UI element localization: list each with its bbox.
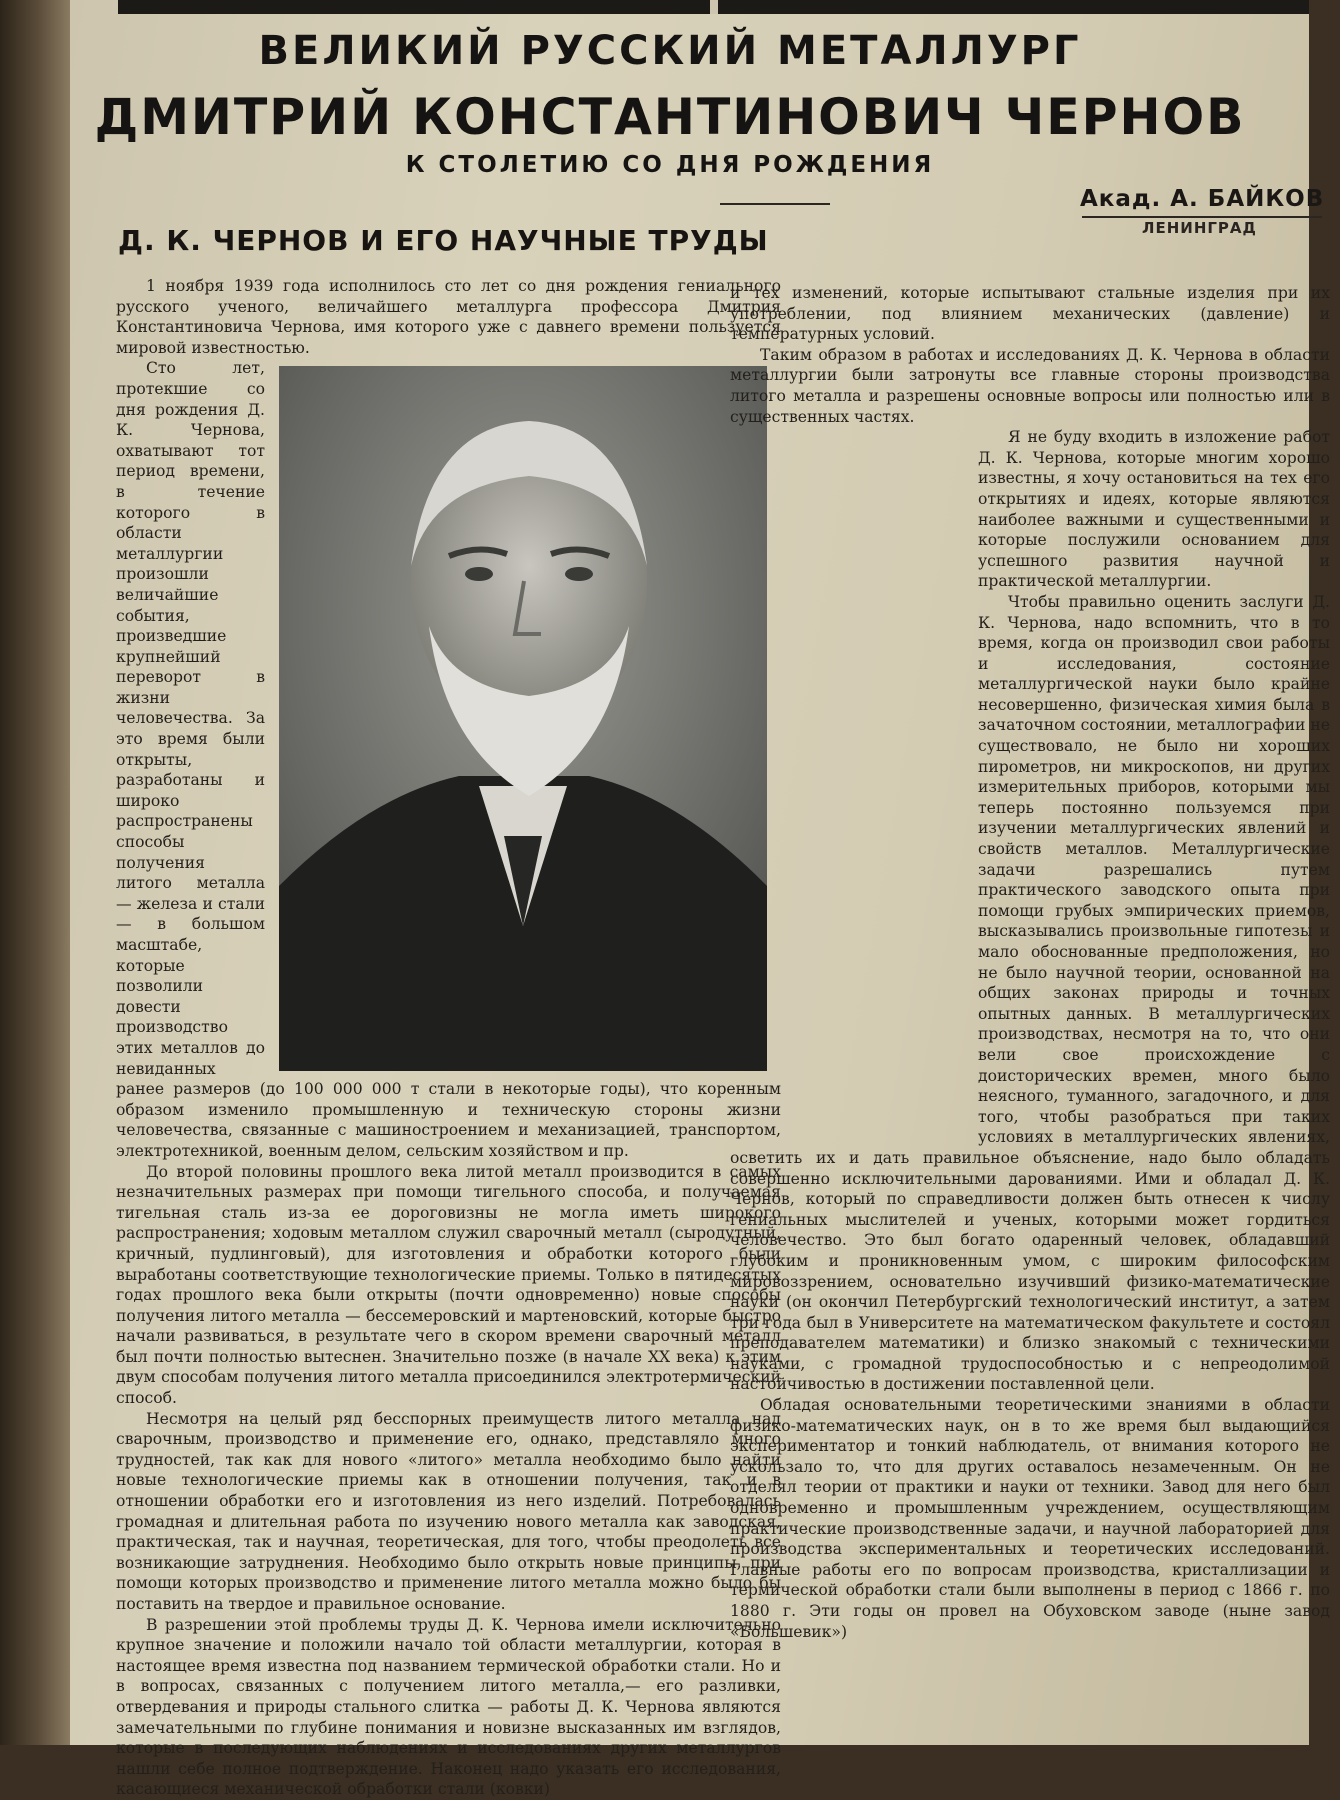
paragraph: Несмотря на целый ряд бесспорных преимуществ литого металла над сварочным, производство и применение его, однако, представляло много трудностей, так как для нового «литого» металла необходимо было найти новые технологические приемы как в отношении получения, так и в отношении обработки его и изготовления из него изделий. Потребовалась громадная и длительная работа по изучению нового металла как заводская, практическая, так и научная, теоретическая, для того, чтобы преодолеть все возникающие затруднения. Необходимо было открыть новые принципы, при помощи которых производство и применение литого металла можно было бы поставить на твердое и правильное основание.: [116, 1409, 781, 1613]
paragraph: Таким образом в работах и исследованиях Д. К. Чернова в области металлургии были затронуты все главные стороны производства литого металла и разрешены основные вопросы или полностью или в существенных частях.: [730, 345, 1330, 426]
portrait-wrap-space: [730, 427, 978, 1142]
top-border-gap: [710, 0, 718, 14]
paragraph: В разрешении этой проблемы труды Д. К. Чернова имели исключительно крупное значение и положили начало той области металлургии, которая в настоящее время известна под названием термической обработки стали. Но и в вопросах, связанных с получением литого металла,— его разливки, отвердевания и природы стального слитка — работы Д. К. Чернова являются замечательными по глубине понимания и новизне высказанных им взглядов, которые в последующих наблюдениях и исследованиях других металлургов нашли себе полное подтверждение. Наконец надо указать его исследования, касающиеся механической обработки стали (ковки): [116, 1615, 781, 1799]
byline-city: ЛЕНИНГРАД: [1142, 219, 1257, 237]
paragraph: и тех изменений, которые испытывают стальные изделия при их употреблении, под влиянием механических (давление) и температурных условий.: [730, 284, 1330, 344]
kicker: ВЕЛИКИЙ РУССКИЙ МЕТАЛЛУРГ: [258, 28, 1082, 74]
portrait-icon: [279, 366, 767, 1071]
paragraph: Сто лет, протекшие со дня рождения Д. К. Чернова, охватывают тот период времени, в течение которого в области металлургии произошли величайшие события, произведшие крупнейший переворот в жизни человечества. За это время были открыты, разработаны и широко распространены способы получения литого металла — железа и стали — в большом масштабе, которые позволили довести производство этих металлов до невиданных ранее размеров (до 100 000 000 т стали в некоторые годы), что коренным образом изменило промышленную и техническую стороны жизни человечества, связанные с машиностроением и механизацией, транспортом, электротехникой, военным делом, сельским хозяйством и пр.: [116, 359, 781, 1160]
portrait-photo: [279, 366, 767, 1071]
paragraph: Я не буду входить в изложение работ Д. К. Чернова, которые многим хорошо известны, я хочу остановиться на тех его открытиях и идеях, которые являются наиболее важными и существенными и которые послужили основанием для успешного развития научной и практической металлургии.: [978, 428, 1330, 591]
paragraph: Чтобы правильно оценить заслуги Д. К. Чернова, надо вспомнить, что в то время, когда он производил свои работы и исследования, состояние металлургической науки было крайне несовершенно, физическая химия была в зачаточном состоянии, металлографии не существовало, не было ни хороших пирометров, ни микроскопов, ни других измерительных приборов, которыми мы теперь постоянно пользуемся при изучении металлургических явлений и свойств металлов. Металлургические задачи разрешались путем практического заводского опыта при помощи грубых эмпирических приемов, высказывались произвольные гипотезы и мало обоснованные предположения, но не было научной теории, основанной на общих законах природы и точных опытных данных. В металлургических производствах, несмотря на то, что они вели свое происхождение с доисторических времен, много было неясного, туманного, загадочного, и для того, чтобы разобраться при таких условиях в металлургических явлениях, осветить их и дать правильное объяснение, надо было обладать совершенно исключительными дарованиями. Ими и обладал Д. К. Чернов, который по справедливости должен быть отнесен к числу гениальных мыслителей и ученых, которыми может гордиться человечество. Это был богато одаренный человек, обладавший глубоким и проникновенным умом, с широким философским мировоззрением, основательно изучивший физико-математические науки (он окончил Петербургский технологический институт, а затем три года был в Университете на математическом факультете и состоял преподавателем математики) и близко знакомый с техническими науками, с громадной трудоспособностью и с непреодолимой настойчивостью в достижении поставленной цели.: [730, 592, 1330, 1394]
paragraph: Обладая основательными теоретическими знаниями в области физико-математических наук, он в то же время был выдающийся экспериментатор и тонкий наблюдатель, от внимания которого не ускользало то, что для других оставалось незамеченным. Он не отделял теории от практики и науки от техники. Завод для него был одновременно и промышленным учреждением, осуществляющим практические производственные задачи, и научной лабораторией для производства экспериментальных и теоретических исследований. Главные работы его по вопросам производства, кристаллизации и термической обработки стали были выполнены в период с 1866 г. по 1880 г. Эти годы он провел на Обуховском заводе (ныне завод «Большевик»): [730, 1396, 1330, 1641]
headline: ДМИТРИЙ КОНСТАНТИНОВИЧ ЧЕРНОВ: [94, 88, 1246, 146]
left-column: [116, 276, 781, 1800]
byline-author: Акад. А. БАЙКОВ: [1080, 186, 1325, 212]
book-spine: [0, 0, 70, 1745]
newspaper-page: [70, 0, 1330, 1799]
paragraph: 1 ноября 1939 года исполнилось сто лет со дня рождения гениального русского ученого, величайшего металлурга профессора Дмитрия Константиновича Чернова, имя которого уже с давнего времени пользуется мировой известностью.: [116, 277, 781, 357]
right-column: [730, 283, 1330, 1642]
byline-rule: [1082, 216, 1322, 218]
subhead: К СТОЛЕТИЮ СО ДНЯ РОЖДЕНИЯ: [405, 152, 935, 178]
divider: [720, 203, 830, 205]
section-title: Д. К. ЧЕРНОВ И ЕГО НАУЧНЫЕ ТРУДЫ: [118, 224, 769, 257]
paragraph: До второй половины прошлого века литой металл производится в самых незначительных размерах при помощи тигельного способа, и получаемая тигельная сталь из-за ее дороговизны не могла иметь широкого распространения; ходовым металлом служил сварочный металл (сыродутный, кричный, пудлинговый), для изготовления и обработки которого были выработаны соответствующие технологические приемы. Только в пятидесятых годах прошлого века были открыты (почти одновременно) новые способы получения литого металла — бессемеровский и мартеновский, которые быстро начали развиваться, в результате чего в скором времени сварочный металл был почти полностью вытеснен. Значительно позже (в начале XX века) к этим двум способам получения литого металла присоединился электротермический способ.: [116, 1162, 781, 1408]
